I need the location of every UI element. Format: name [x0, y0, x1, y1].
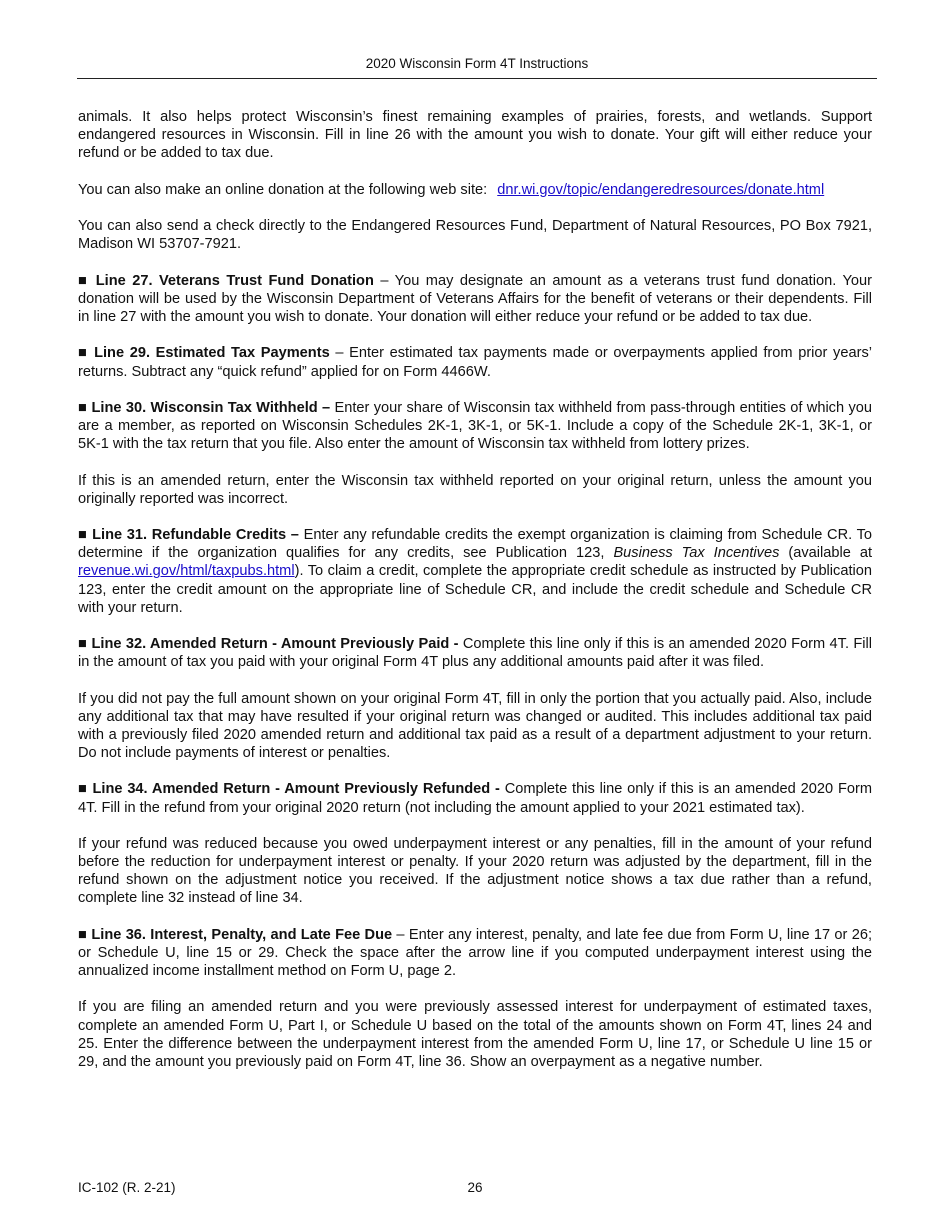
- line-34-heading: Line 34. Amended Return - Amount Previously Refunded -: [92, 781, 500, 798]
- paragraph-line-36-detail: If you are filing an amended return and you were previously assessed interest for underpayment of estimated taxes, complete an amended Form U, Part I, or Schedule U based on the total of the amounts shown on Form 4T, lines 24 and 25. Enter the difference between the underpayment interest from the amended Form U, line 17, or Schedule U line 15 or 29, and the amount you previously paid on Form 4T, line 36. Show an overpayment as a negative number.: [78, 999, 872, 1070]
- section-line-34: [78, 780, 872, 816]
- line-29-heading: Line 29. Estimated Tax Payments: [94, 345, 330, 362]
- line-32-text: Complete this line only if this is an amended 2020 Form 4T. Fill in the amount of tax you paid with your original Form 4T plus any additional amounts paid after it was filed.: [78, 636, 872, 671]
- publication-title: Business Tax Incentives: [613, 545, 780, 562]
- bullet-icon: ■: [78, 345, 89, 362]
- paragraph-endangered-resources: animals. It also helps protect Wisconsin’s finest remaining examples of prairies, forests, and wetlands. Support endangered resources in Wisconsin. Fill in line 26 with the amount you wish to donate. Your gift will either reduce your refund or be added to tax due.: [78, 109, 872, 162]
- bullet-icon: ■: [78, 926, 88, 943]
- line-31-text-2: (available at: [779, 545, 873, 562]
- line-36-text: – Enter any interest, penalty, and late fee due from Form U, line 17 or 26; or Schedule U, line 15 or 29. Check the space after the arrow line if you computed underpayment interest using the annualized income installment method on Form U, page 2.: [78, 926, 872, 979]
- line-36-heading: Line 36. Interest, Penalty, and Late Fee Due: [91, 926, 393, 943]
- line-30-heading: Line 30. Wisconsin Tax Withheld –: [91, 399, 331, 416]
- section-line-30: [78, 399, 872, 453]
- footer-page-number: 26: [467, 1180, 483, 1195]
- line-31-text-3: ). To claim a credit, complete the appropriate credit schedule as instructed by Publication 123, enter the credit amount on the appropriate line of Schedule CR, and include the credit schedule and Schedule CR with your return.: [78, 563, 872, 616]
- section-line-32: [78, 635, 872, 671]
- header-title: 2020 Wisconsin Form 4T Instructions: [365, 56, 589, 71]
- taxpubs-link[interactable]: revenue.wi.gov/html/taxpubs.html: [78, 563, 295, 580]
- line-27-heading: Line 27. Veterans Trust Fund Donation: [95, 272, 374, 289]
- section-line-31: [78, 526, 872, 616]
- line-30-text: Enter your share of Wisconsin tax withheld from pass-through entities of which you are a member, as reported on Wisconsin Schedules 2K-1, 3K-1, or 5K-1. Include a copy of the Schedule 2K-1, 3K-1, or 5K-1 with the tax return that you file. Also enter the amount of Wisconsin tax withheld from lottery prizes.: [78, 399, 872, 453]
- bullet-icon: ■: [78, 399, 88, 416]
- paragraph-line-32-detail: If you did not pay the full amount shown on your original Form 4T, fill in only the portion that you actually paid. Also, include any additional tax that may have resulted if your original return was changed or audited. This includes additional tax paid with a previously filed 2020 amended return and additional tax paid as a result of a department adjustment to your return. Do not include payments of interest or penalties.: [78, 690, 872, 761]
- footer-form-id: IC-102 (R. 2-21): [78, 1180, 176, 1195]
- section-line-27: [78, 272, 872, 326]
- bullet-icon: ■: [78, 781, 88, 798]
- paragraph-line-34-detail: If your refund was reduced because you owed underpayment interest or any penalties, fill in the amount of your refund before the reduction for underpayment interest or penalty. If your 2020 return was adjusted by the department, fill in the refund shown on the adjustment notice you received. If the adjustment notice shows a tax due rather than a refund, complete line 32 instead of line 34.: [78, 836, 872, 907]
- bullet-icon: ■: [78, 636, 88, 653]
- section-line-29: [78, 344, 872, 380]
- line-32-heading: Line 32. Amended Return - Amount Previously Paid -: [91, 636, 459, 653]
- line-34-text: Complete this line only if this is an amended 2020 Form 4T. Fill in the refund from your original 2020 return (not including the amount applied to your 2021 estimated tax).: [78, 781, 872, 816]
- section-line-36: [78, 926, 872, 980]
- bullet-icon: ■: [78, 272, 90, 289]
- paragraph-check-address: You can also send a check directly to the Endangered Resources Fund, Department of Natural Resources, PO Box 7921, Madison WI 53707-7921.: [78, 218, 872, 253]
- line-27-text: – You may designate an amount as a veterans trust fund donation. Your donation will be used by the Wisconsin Department of Veterans Affairs for the benefit of veterans or their dependents. Fill in line 27 with the amount you wish to donate. Your donation will either reduce your refund or be added to tax due.: [78, 272, 872, 325]
- donate-link[interactable]: dnr.wi.gov/topic/endangeredresources/donate.html: [497, 181, 825, 198]
- paragraph-line-30-amended: If this is an amended return, enter the Wisconsin tax withheld reported on your original return, unless the amount you originally reported was incorrect.: [78, 472, 872, 507]
- line-31-text-1: Enter any refundable credits the exempt organization is claiming from Schedule CR. To determine if the organization qualifies for any credits, see Publication 123,: [78, 527, 872, 562]
- bullet-icon: ■: [78, 527, 88, 544]
- page-header: [77, 56, 877, 79]
- line-29-text: – Enter estimated tax payments made or overpayments applied from prior years’ returns. Subtract any “quick refund” applied for on Form 4466W.: [78, 345, 872, 380]
- online-donation-text: You can also make an online donation at the following web site:: [78, 181, 488, 198]
- line-31-heading: Line 31. Refundable Credits –: [92, 527, 299, 544]
- paragraph-online-donation: [78, 181, 872, 199]
- instructions-body: [78, 108, 872, 1089]
